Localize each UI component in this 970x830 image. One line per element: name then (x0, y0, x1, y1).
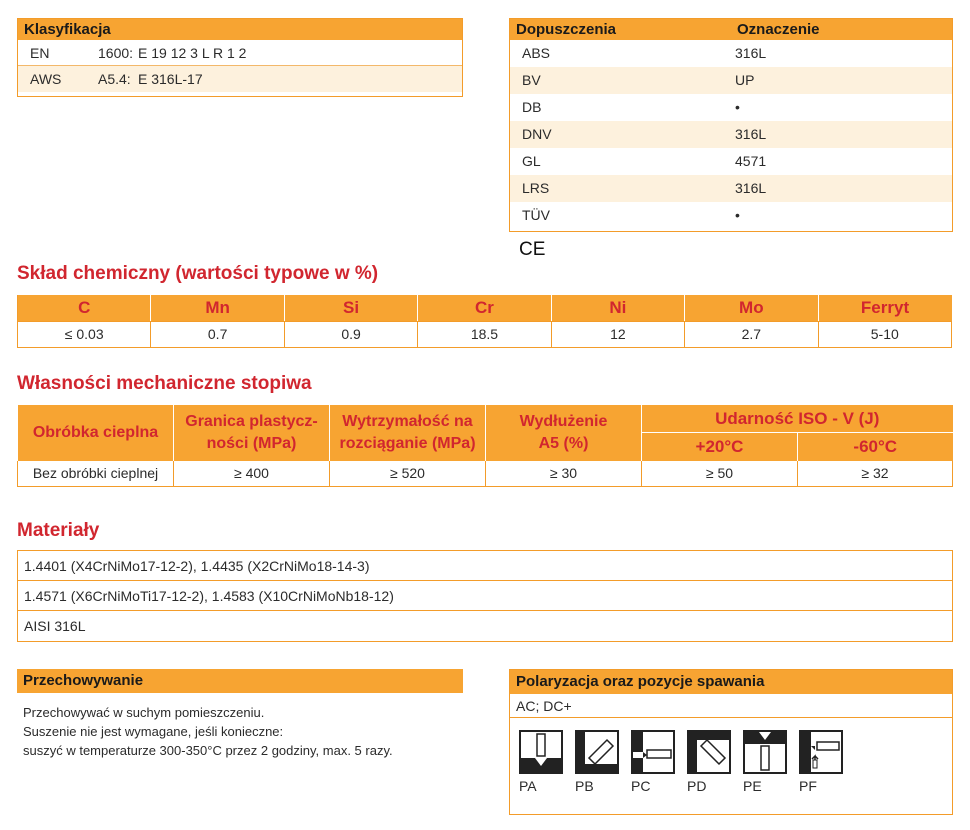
materials-row: AISI 316L (24, 618, 86, 634)
approval-mark: 4571 (735, 153, 767, 169)
header-temp-20: +20°C (642, 433, 798, 461)
approval-name: LRS (522, 180, 550, 196)
header-yield-line1: Granica plastycz- (185, 412, 318, 430)
mechanical-title: Własności mechaniczne stopiwa (17, 373, 312, 394)
chemical-header-cell: Mo (685, 295, 818, 321)
position-pe (743, 730, 787, 794)
polarization-current: AC; DC+ (510, 694, 952, 718)
storage-line: suszyć w temperaturze 300-350°C przez 2 godziny, max. 5 razy. (23, 743, 393, 758)
materials-title: Materiały (17, 520, 100, 541)
mechanical-value-cell: ≥ 520 (330, 461, 486, 487)
header-tensile (330, 405, 486, 461)
mechanical-value-cell: ≥ 32 (798, 461, 953, 487)
chemical-value-row (18, 321, 952, 347)
position-pc (631, 730, 675, 794)
classification-row-en (18, 40, 462, 66)
header-tensile-line2: rozciąganie (MPa) (339, 434, 476, 452)
header-tensile-line1: Wytrzymałość na (342, 412, 473, 430)
approvals-box (509, 18, 953, 232)
position-label: PC (631, 778, 651, 794)
mechanical-table (17, 404, 953, 487)
classification-code: A5.4: (98, 71, 131, 87)
storage-text (17, 693, 463, 760)
approval-row (510, 40, 952, 67)
approval-name: TÜV (522, 207, 550, 223)
chemical-header-row (18, 295, 952, 321)
chemical-value-cell: 2.7 (685, 321, 818, 347)
position-label: PD (687, 778, 707, 794)
classification-code: 1600: (98, 45, 134, 61)
position-pd (687, 730, 731, 794)
approval-row (510, 175, 952, 202)
approval-name: ABS (522, 45, 551, 61)
position-pf-icon (799, 730, 843, 774)
chemical-value-cell: ≤ 0.03 (18, 321, 151, 347)
header-treatment-label: Obróbka cieplna (32, 423, 159, 441)
approval-name: BV (522, 72, 541, 88)
storage-line: Suszenie nie jest wymagane, jeśli konieczne: (23, 724, 284, 739)
mechanical-value-cell: ≥ 400 (174, 461, 330, 487)
approval-name: DNV (522, 126, 552, 142)
approval-row (510, 94, 952, 121)
approval-row (510, 148, 952, 175)
classification-value: E 316L-17 (138, 71, 203, 87)
mechanical-value-cell: Bez obróbki cieplnej (18, 461, 174, 487)
position-pc-icon (631, 730, 675, 774)
classification-box (17, 18, 463, 97)
storage-header: Przechowywanie (17, 669, 463, 693)
chemical-header-cell: Si (284, 295, 417, 321)
classification-value: E 19 12 3 L R 1 2 (138, 45, 247, 61)
header-elongation (486, 405, 642, 461)
approval-mark: 316L (735, 126, 767, 142)
header-elongation-line2: A5 (%) (538, 434, 589, 452)
chemical-value-cell: 5-10 (818, 321, 951, 347)
position-pa-icon (519, 730, 563, 774)
position-pb (575, 730, 619, 794)
approval-mark: • (735, 99, 740, 115)
approval-row (510, 67, 952, 94)
approval-name: GL (522, 153, 541, 169)
chemical-header-cell: Ni (551, 295, 684, 321)
chemical-value-cell: 12 (551, 321, 684, 347)
approval-row (510, 202, 952, 229)
chemical-header-cell: Mn (151, 295, 284, 321)
ce-mark: CE (519, 239, 546, 260)
chemical-value-cell: 0.9 (284, 321, 417, 347)
approval-mark: 316L (735, 45, 767, 61)
classification-standard: EN (30, 45, 50, 61)
header-temp-minus60: -60°C (798, 433, 953, 461)
approvals-header-right: Oznaczenie (737, 21, 820, 38)
approval-row (510, 121, 952, 148)
chemical-value-cell: 18.5 (418, 321, 551, 347)
header-elongation-line1: Wydłużenie (519, 412, 608, 430)
position-pf (799, 730, 843, 794)
chemical-header-cell: C (18, 295, 151, 321)
header-yield-line2: ności (MPa) (206, 434, 297, 452)
mechanical-value-cell: ≥ 30 (486, 461, 642, 487)
chemical-title: Skład chemiczny (wartości typowe w %) (17, 263, 379, 284)
position-pe-icon (743, 730, 787, 774)
approvals-header-left: Dopuszczenia (516, 21, 617, 38)
materials-row: 1.4401 (X4CrNiMo17-12-2), 1.4435 (X2CrNiMo18-14-3) (18, 551, 952, 581)
polarization-box (509, 669, 953, 815)
approval-mark: UP (735, 72, 755, 88)
position-label: PE (743, 778, 762, 794)
approval-mark: 316L (735, 180, 767, 196)
classification-standard: AWS (30, 71, 62, 87)
approvals-header (510, 19, 952, 40)
storage-box (17, 669, 463, 760)
position-label: PA (519, 778, 537, 794)
position-pb-icon (575, 730, 619, 774)
chemical-header-cell: Ferryt (818, 295, 951, 321)
header-impact: Udarność ISO - V (J) (642, 405, 953, 433)
mechanical-value-cell: ≥ 50 (642, 461, 798, 487)
classification-row-aws (18, 66, 462, 92)
header-treatment (18, 405, 174, 461)
position-label: PF (799, 778, 817, 794)
header-yield (174, 405, 330, 461)
position-pd-icon (687, 730, 731, 774)
chemical-table (17, 295, 952, 348)
materials-row: 1.4571 (X6CrNiMoTi17-12-2), 1.4583 (X10CrNiMoNb18-12) (18, 581, 952, 611)
position-label: PB (575, 778, 594, 794)
materials-list (17, 550, 953, 642)
storage-line: Przechowywać w suchym pomieszczeniu. (23, 705, 265, 720)
chemical-value-cell: 0.7 (151, 321, 284, 347)
classification-header: Klasyfikacja (18, 19, 462, 40)
mechanical-header-row (18, 405, 953, 433)
approval-mark: • (735, 207, 740, 223)
mechanical-value-row (18, 461, 953, 487)
approval-name: DB (522, 99, 542, 115)
position-pa (519, 730, 563, 794)
polarization-header: Polaryzacja oraz pozycje spawania (510, 670, 952, 694)
chemical-header-cell: Cr (418, 295, 551, 321)
